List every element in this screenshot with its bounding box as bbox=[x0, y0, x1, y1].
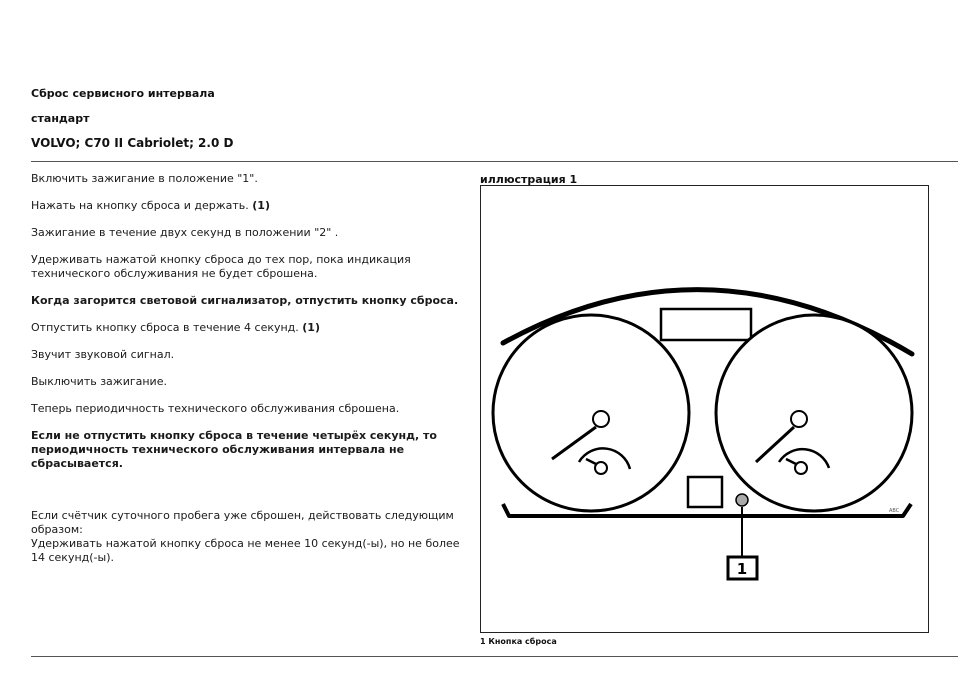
step-9: Теперь периодичность технического обслуживания сброшена. bbox=[31, 402, 400, 415]
note-line-2: Удерживать нажатой кнопку сброса не менее 10 секунд(-ы), но не более 14 секунд(-ы). bbox=[31, 537, 460, 564]
step-5: Когда загорится световой сигнализатор, отпустить кнопку сброса. bbox=[31, 294, 459, 307]
vehicle-model: VOLVO; C70 II Cabriolet; 2.0 D bbox=[31, 136, 234, 150]
document-variant: стандарт bbox=[31, 112, 90, 125]
step-3: Зажигание в течение двух секунд в положении "2" . bbox=[31, 226, 339, 239]
instrument-cluster-drawing bbox=[481, 186, 930, 634]
odometer-display bbox=[688, 477, 722, 507]
step-8: Выключить зажигание. bbox=[31, 375, 167, 388]
left-gauge-dial bbox=[493, 315, 689, 511]
step-4: Удерживать нажатой кнопку сброса до тех пор, пока индикация технического обслуживания не будет сброшена. bbox=[31, 253, 411, 280]
note-line-1: Если счётчик суточного пробега уже сброшен, действовать следующим образом: bbox=[31, 509, 454, 536]
alternative-procedure-note bbox=[31, 509, 471, 565]
step-6: Отпустить кнопку сброса в течение 4 секунд. (1) bbox=[31, 321, 320, 334]
right-subdial-hub bbox=[795, 462, 807, 474]
callout-number: 1 bbox=[736, 560, 748, 578]
corner-mark: ABC bbox=[889, 508, 900, 514]
step-10-warning: Если не отпустить кнопку сброса в течение четырёх секунд, то периодичность технического обслуживания интервала не сбрасывается. bbox=[31, 429, 437, 470]
step-6-ref: (1) bbox=[302, 321, 320, 334]
instruction-steps bbox=[31, 172, 471, 578]
bottom-divider bbox=[31, 656, 958, 657]
figure-title: иллюстрация 1 bbox=[480, 173, 578, 186]
right-gauge-dial bbox=[716, 315, 912, 511]
step-2-ref: (1) bbox=[252, 199, 270, 212]
reset-button-knob bbox=[736, 494, 748, 506]
figure-illustration bbox=[480, 185, 929, 633]
step-2: Нажать на кнопку сброса и держать. (1) bbox=[31, 199, 270, 212]
figure-caption: 1 Кнопка сброса bbox=[480, 637, 557, 646]
top-divider bbox=[31, 161, 958, 162]
document-title: Сброс сервисного интервала bbox=[31, 87, 215, 100]
step-1: Включить зажигание в положение "1". bbox=[31, 172, 258, 185]
left-subdial-hub bbox=[595, 462, 607, 474]
right-gauge-hub bbox=[791, 411, 807, 427]
step-7: Звучит звуковой сигнал. bbox=[31, 348, 175, 361]
display-window bbox=[661, 309, 751, 340]
left-gauge-hub bbox=[593, 411, 609, 427]
